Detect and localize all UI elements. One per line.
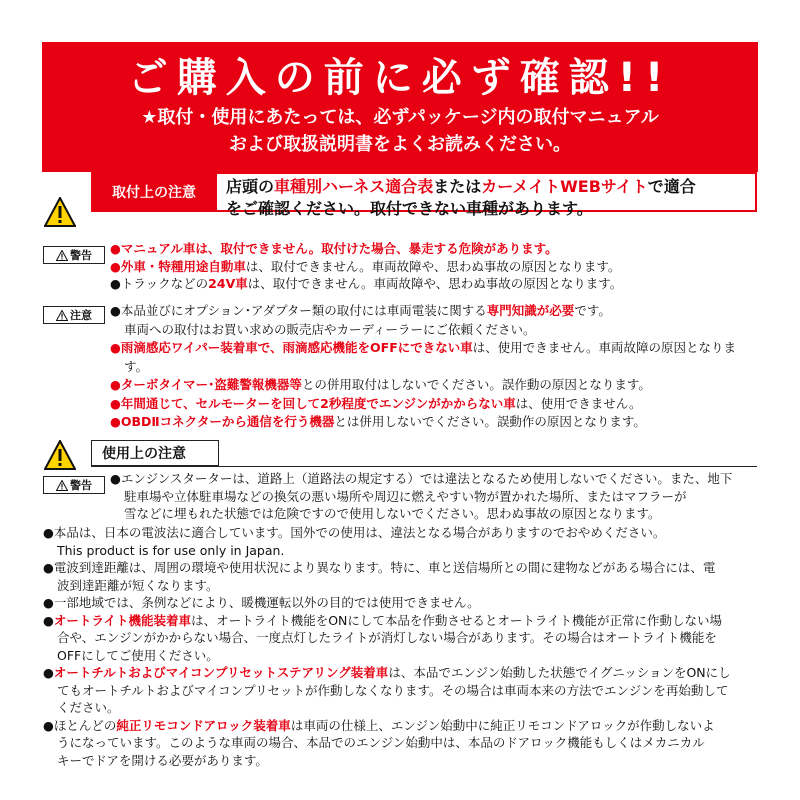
caution-tag: 注意 (43, 306, 105, 324)
warning1-list: ●マニュアル車は、取付できません。取付けた場合、暴走する危険があります。 ●外車・特種用途自動車は、取付できません。車両故障や、思わぬ事故の原因となります。 ●トラックなどの24V車は、取付できません。車両故障や、思わぬ事故の原因となります。 (110, 241, 623, 291)
usage-note-divider (91, 466, 757, 467)
banner-subtitle-line1: ★取付・使用にあたっては、必ずパッケージ内の取付マニュアル (141, 107, 659, 128)
install-note-text: 店頭の車種別ハーネス適合表またはカーメイトWEBサイトで適合 をご確認ください。取付できない車種があります。 (226, 177, 696, 218)
caution1-list: ●本品並びにオプション･アダプター類の取付には車両電装に関する専門知識が必要です。 車両への取付はお買い求めの販売店やカーディーラーにご依頼ください。 ●雨滴感応ワイパー装着車で、雨滴感応機能をOFFにできない車は、使用できません。車両故障の原因となりま す。 ●ターボタイマー･盗難警報機器等との併用取付はしないでください。誤作動の原因となります。 ●年間通じて、セルモーターを回して2秒程度でエンジンがかからない車は、使用できません。 ●OBDⅡコネクターから通信を行う機器とは併用しないでください。誤動作の原因となります。 (110, 303, 737, 429)
caution-small-icon (56, 310, 68, 321)
warning-small-icon (56, 480, 68, 491)
warning-triangle-icon (44, 440, 76, 470)
install-note-label: 取付上の注意 (91, 174, 217, 210)
warning-tag: 警告 (43, 476, 105, 494)
banner-title: ご購入の前に必ず確認!! (127, 55, 673, 101)
general-notes-list: ●本品は、日本の電波法に適合しています。国外での使用は、違法となる場合がありますのでおやめください。 This product is for use only in Japan. ●電波到達距離は、周囲の環境や使用状況により異なります。特に、車と送信場所との間に建物などがある場合には、電 波到達距離が短くなります。 ●一部地域では、条例などにより、暖機運転以外の目的では使用できません。 ●オートライト機能装着車は、オートライト機能をONにして本品を作動させるとオートライト機能が正常に作動しない場 合や、エンジンがかからない場合、一度点灯したライトが消灯しない場合があります。その場合はオートライト機能を OFFにしてご使用ください。 ●オートチルトおよびマイコンプリセットステアリング装着車は、本品でエンジン始動した状態でイグニッションをONにし てもオートチルトおよびマイコンプリセットが作動しなくなります。その場合は車両本来の方法でエンジンを再始動して ください。 ●ほとんどの純正リモコンドアロック装着車は車両の仕様上、エンジン始動中に純正リモコンドアロックが作動しないよ うになっています。このような車両の場合、本品でのエンジン始動中は、本品のドアロック機能もしくはメカニカル キーでドアを開ける必要があります。 (43, 525, 731, 768)
confirm-banner (42, 42, 758, 172)
warning-triangle-icon (44, 197, 76, 227)
warning-small-icon (56, 250, 68, 261)
banner-subtitle-line2: および取扱説明書をよくお読みください。 (229, 134, 571, 155)
warning-tag: 警告 (43, 246, 105, 264)
usage-note-label: 使用上の注意 (91, 440, 219, 466)
usage-warning-text: ●エンジンスターターは、道路上（道路法の規定する）では違法となるため使用しないでください。また、地下 駐車場や立体駐車場などの換気の悪い場所や周辺に燃えやすい物が置かれた場所、またはマフラーが 雪などに埋もれた状態では危険ですので使用しないでください。思わぬ事故の原因となります。 (110, 471, 733, 521)
